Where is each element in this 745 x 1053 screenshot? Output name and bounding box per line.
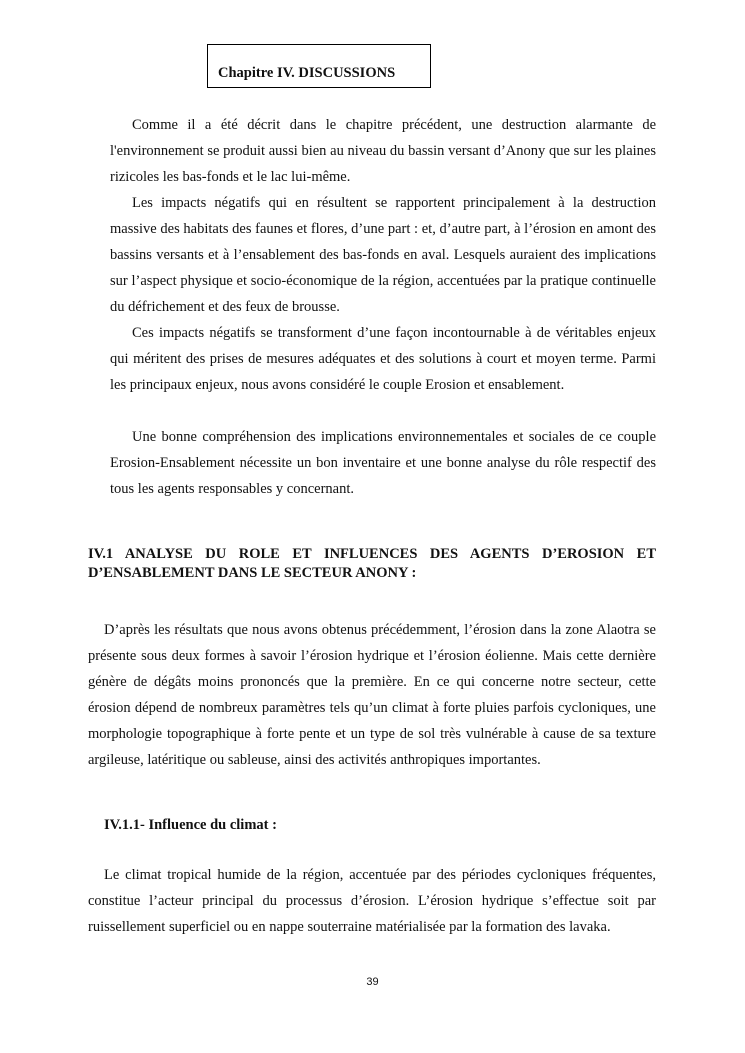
section-heading-iv1: IV.1 ANALYSE DU ROLE ET INFLUENCES DES AGENTS D’EROSION ET D’ENSABLEMENT DANS LE SECTEUR ANONY : [88,546,656,581]
section-iv1-paragraph: D’après les résultats que nous avons obtenus précédemment, l’érosion dans la zone Alaotra se présente sous deux formes à savoir l’érosion hydrique et l’érosion éolienne. Mais cette dernière génère de dégâts moins prononcés que la première. En ce qui concerne notre secteur, cette érosion dépend de nombreux paramètres tels qu’un climat à forte pluies parfois cycloniques, une morphologie topographique à forte pente et un type de sol très vulnérable à cause de sa texture argileuse, latéritique ou sableuse, ainsi des activités anthropiques importantes. [88,622,656,768]
intro-paragraph-1: Comme il a été décrit dans le chapitre précédent, une destruction alarmante de l'environnement se produit aussi bien au niveau du bassin versant d’Anony que sur les plaines rizicoles les bas-fonds et le lac lui-même. [110,117,656,185]
intro-paragraph-3: Ces impacts négatifs se transforment d’une façon incontournable à de véritables enjeux qui méritent des prises de mesures adéquates et des solutions à court et moyen terme. Parmi les principaux enjeux, nous avons considéré le couple Erosion et ensablement. [110,325,656,393]
subsection-heading-iv11: IV.1.1- Influence du climat : [104,817,277,833]
chapter-title: Chapitre IV. DISCUSSIONS [218,65,396,81]
intro-paragraph-2: Les impacts négatifs qui en résultent se rapportent principalement à la destruction massive des habitats des faunes et flores, d’une part : et, d’autre part, à l’érosion en amont des bassins versants et à l’ensablement des bas-fonds en aval. Lesquels auraient des implications sur l’aspect physique et socio-économique de la région, accentuées par la pratique continuelle du défrichement et des feux de brousse. [110,195,656,315]
intro-paragraph-4: Une bonne compréhension des implications environnementales et sociales de ce couple Erosion-Ensablement nécessite un bon inventaire et une bonne analyse du rôle respectif des tous les agents responsables y concernant. [110,429,656,497]
section-iv11-paragraph: Le climat tropical humide de la région, accentuée par des périodes cycloniques fréquentes, constitue l’acteur principal du processus d’érosion. L’érosion hydrique s’effectue soit par ruissellement superficiel ou en nappe souterraine matérialisée par la formation des lavaka. [88,867,656,935]
page-number: 39 [366,976,379,988]
